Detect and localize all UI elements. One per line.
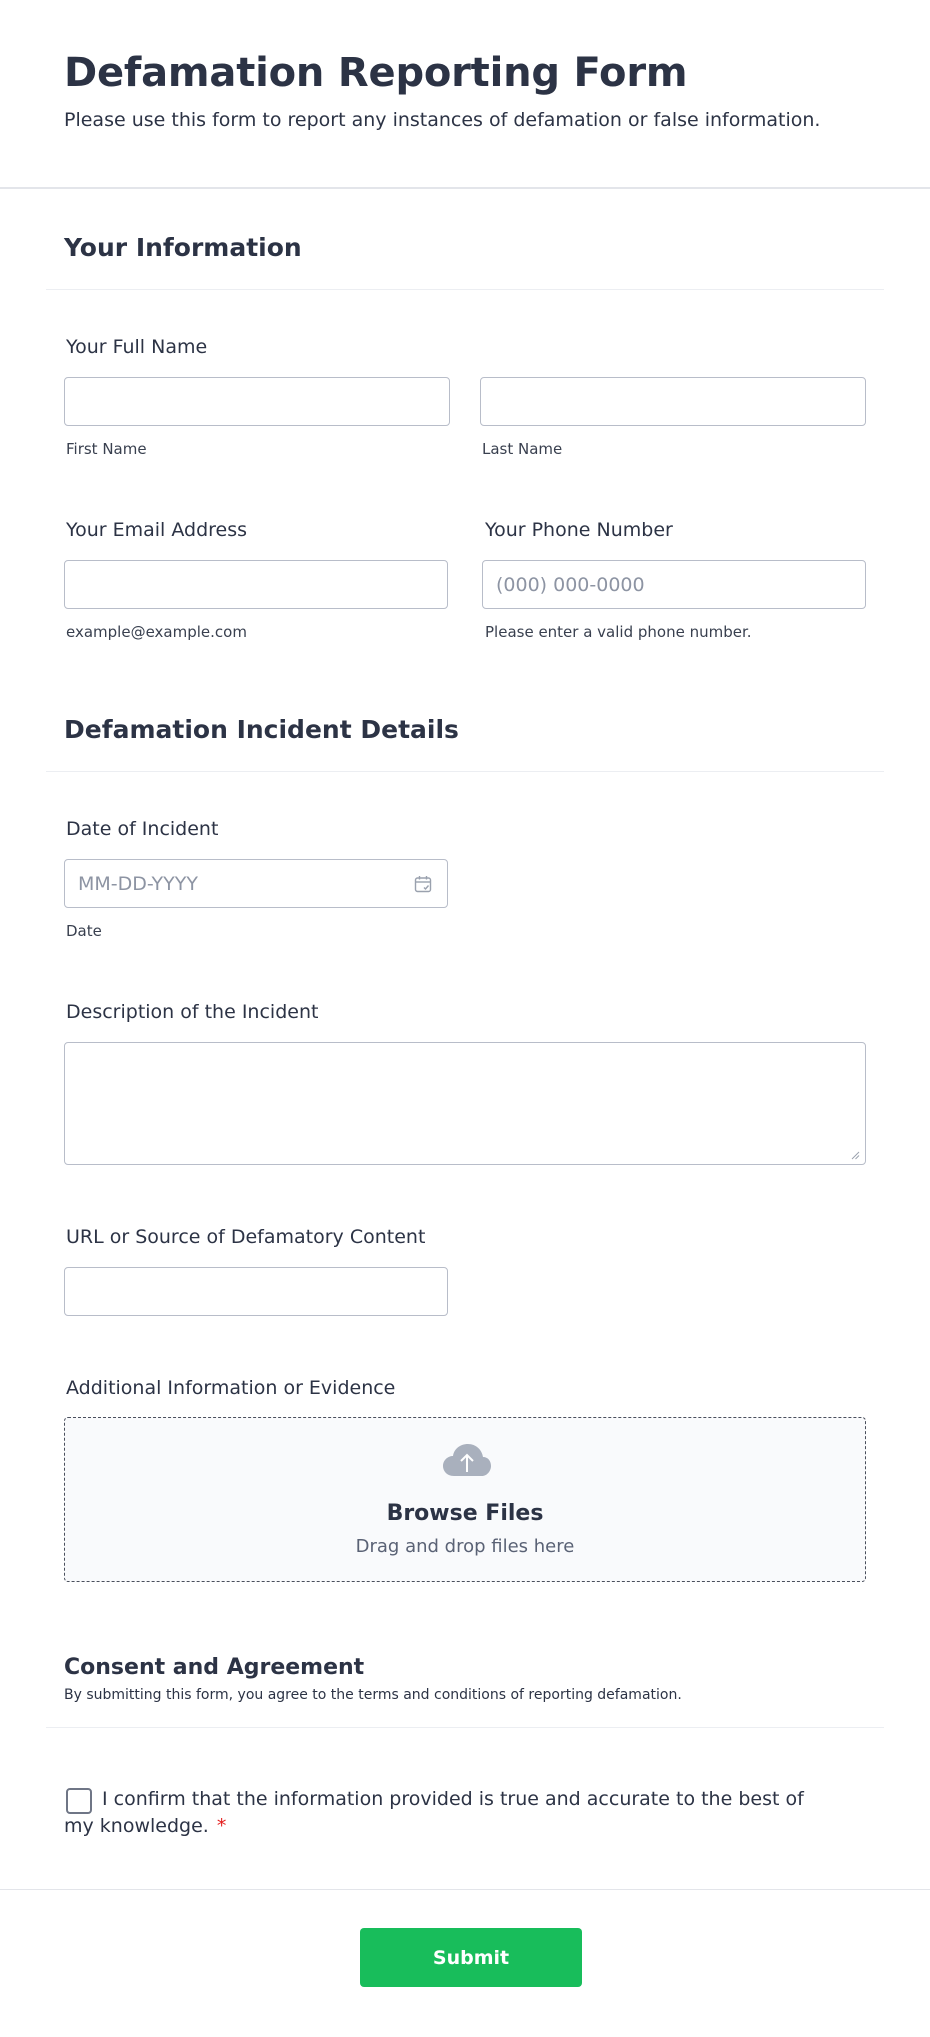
page-subtitle: Please use this form to report any instances of defamation or false information. xyxy=(64,109,821,131)
evidence-label: Additional Information or Evidence xyxy=(66,1377,396,1399)
first-name-input[interactable] xyxy=(64,377,450,426)
footer-divider xyxy=(0,1889,930,1890)
date-label: Date of Incident xyxy=(66,818,219,840)
email-sublabel: example@example.com xyxy=(66,623,247,641)
phone-sublabel: Please enter a valid phone number. xyxy=(485,623,752,641)
url-input[interactable] xyxy=(64,1267,448,1316)
section-divider xyxy=(46,771,884,772)
last-name-sublabel: Last Name xyxy=(482,440,563,458)
form-header xyxy=(0,0,930,189)
phone-input[interactable] xyxy=(482,560,866,609)
resize-grip-icon[interactable] xyxy=(850,1150,860,1160)
file-upload-dropzone[interactable] xyxy=(64,1417,866,1582)
first-name-sublabel: First Name xyxy=(66,440,147,458)
description-label: Description of the Incident xyxy=(66,1001,319,1023)
email-input[interactable] xyxy=(64,560,448,609)
last-name-input[interactable] xyxy=(480,377,866,426)
section-title-your-information: Your Information xyxy=(64,233,302,262)
section-divider xyxy=(46,1727,884,1728)
browse-files-button[interactable]: Browse Files xyxy=(386,1501,544,1526)
submit-button[interactable]: Submit xyxy=(360,1928,582,1987)
date-sublabel: Date xyxy=(66,922,102,940)
email-label: Your Email Address xyxy=(66,519,248,541)
required-marker: * xyxy=(216,1815,227,1837)
upload-hint: Drag and drop files here xyxy=(355,1536,575,1557)
full-name-label: Your Full Name xyxy=(66,336,208,358)
date-input[interactable] xyxy=(64,859,448,908)
consent-description: By submitting this form, you agree to the terms and conditions of reporting defamation. xyxy=(64,1687,682,1703)
section-divider xyxy=(46,289,884,290)
consent-label-text: I confirm that the information provided is true and accurate to the best of my knowledge. xyxy=(64,1788,804,1837)
section-title-consent: Consent and Agreement xyxy=(64,1655,365,1680)
section-title-incident-details: Defamation Incident Details xyxy=(64,715,459,744)
page-title: Defamation Reporting Form xyxy=(64,50,688,96)
phone-label: Your Phone Number xyxy=(485,519,673,541)
consent-checkbox-label[interactable] xyxy=(64,1786,804,1840)
url-label: URL or Source of Defamatory Content xyxy=(66,1226,426,1248)
calendar-icon[interactable] xyxy=(414,875,432,893)
cloud-upload-icon xyxy=(442,1442,492,1480)
description-textarea[interactable] xyxy=(64,1042,866,1165)
